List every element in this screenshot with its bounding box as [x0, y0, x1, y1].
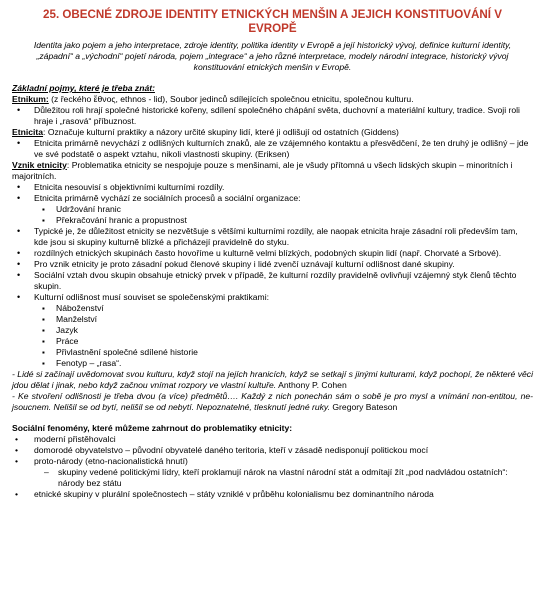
social-list	[12, 434, 533, 467]
vznik-list-2	[12, 226, 533, 303]
vznik-term: Vznik etnicity	[12, 160, 67, 170]
list-item: ▪ Práce	[12, 336, 533, 347]
etnikum-text: (z řeckého ἔθνος, ethnos - lid), Soubor jedinců sdílejících společnou etnicitu, společnou kulturu.	[48, 94, 414, 104]
etnicita-term: Etnicita	[12, 127, 44, 137]
quote-author: Gregory Bateson	[329, 402, 398, 412]
practices-sublist	[12, 303, 533, 369]
list-item: • rozdílných etnických skupinách často hovoříme u kulturně velmi blízkých, podobných skupin lidí (např. Chorvaté a Srbové).	[12, 248, 533, 259]
list-item: ▪ Manželství	[12, 314, 533, 325]
list-item: • Sociální vztah dvou skupin obsahuje etnický prvek v případě, že kulturní rozdíly pravidelně ovlivňují vzájemný styk členů těchto skupin.	[12, 270, 533, 292]
list-item: • Důležitou roli hrají společné historické kořeny, sdílení společného chápání světa, duchovní a materiální kultury, tradice. Svoji roli hraje i „rasová“ příbuznost.	[12, 105, 533, 127]
list-item: ▪ Udržování hranic	[12, 204, 533, 215]
list-item: ▪ Přivlastnění společné sdílené historie	[12, 347, 533, 358]
list-item: ▪ Překračování hranic a propustnost	[12, 215, 533, 226]
social-list-2	[12, 489, 533, 500]
list-item: • etnické skupiny v plurální společnostech – státy vzniklé v průběhu kolonialismu bez dominantního národa	[12, 489, 533, 500]
etnicita-text: : Označuje kulturní praktiky a názory určité skupiny lidí, které ji odlišují od ostatních (Giddens)	[43, 127, 399, 137]
intro-paragraph: Identita jako pojem a jeho interpretace, zdroje identity, politika identity v Evropě a její historický vývoj, definice kulturní identity, „západní“ a „východní“ pojetí národa, pojem „integrace“ a jeho různé interpretace, modely národní integrace, historický vývoj konstituování etnických menšin v Evropě.	[33, 40, 512, 72]
list-item: ▪ Náboženství	[12, 303, 533, 314]
list-item: – skupiny vedené politickými lídry, kteří proklamují nárok na vlastní národní stát a odmítají žít „pod nadvládou ostatních“: národy bez státu	[12, 467, 533, 489]
list-item: • Typické je, že důležitost etnicity se nezvětšuje s většími kulturními rozdíly, ale naopak etnicita hraje zásadní roli především tam, kde jsou si skupiny kulturně blízké a přicházejí pravidelně do styku.	[12, 226, 533, 248]
list-item: • Kulturní odlišnost musí souviset se společenskými praktikami:	[12, 292, 533, 303]
list-item: • domorodé obyvatelstvo – původní obyvatelé daného teritoria, kteří v zásadě nedisponují politickou mocí	[12, 445, 533, 456]
basics-heading: Základní pojmy, které je třeba znát:	[12, 83, 155, 93]
quote-cohen	[12, 369, 533, 391]
quote-bateson	[12, 391, 533, 413]
list-item: • Etnicita nesouvisí s objektivními kulturními rozdíly.	[12, 182, 533, 193]
etnikum-term: Etnikum:	[12, 94, 49, 104]
page-title: 25. OBECNÉ ZDROJE IDENTITY ETNICKÝCH MENŠIN A JEJICH KONSTITUOVÁNÍ V EVROPĚ	[43, 8, 502, 35]
etnikum-list	[12, 105, 533, 127]
list-item: • Etnicita primárně vychází ze sociálních procesů a sociální organizace:	[12, 193, 533, 204]
list-item: • proto-národy (etno-nacionalistická hnutí)	[12, 456, 533, 467]
etnicita-definition	[12, 127, 533, 138]
social-heading: Sociální fenomény, které můžeme zahrnout do problematiky etnicity:	[12, 423, 293, 433]
list-item: • Etnicita primárně nevychází z odlišných kulturních znaků, ale ze vzájemného kontaktu a přesvědčení, že ten druhý je odlišný – jde ve své podstatě o aspekt vztahu, nikoli vlastnosti skupiny. (Eriksen)	[12, 138, 533, 160]
list-item: • moderní přistěhovalci	[12, 434, 533, 445]
vznik-list	[12, 182, 533, 204]
list-item: • Pro vznik etnicity je proto zásadní pokud členové skupiny i lidé zvenčí uznávají kulturní odlišnost dané skupiny.	[12, 259, 533, 270]
vznik-sublist	[12, 204, 533, 226]
quote-text: - Ke stvoření odlišnosti je třeba dvou (a více) předmětů…. Každý z nich ponechán sám o sobě je pro mysl a vnímání non-entitou, ne-jsoucnem. Nelišil se od bytí, nelišil se od nebytí. Nepoznatelné, tlesknutí jedné ruky.	[12, 391, 533, 412]
social-sublist	[12, 467, 533, 489]
list-item: ▪ Fenotyp – „rasa“.	[12, 358, 533, 369]
quote-text: - Lidé si začínají uvědomovat svou kulturu, když stojí na jejích hranicích, když se setkají s jinými kulturami, když pochopí, že některé věci jdou dělat i jinak, nebo když začnou vnímat rozpory ve vlastní kultuře.	[12, 369, 533, 390]
list-item: ▪ Jazyk	[12, 325, 533, 336]
vznik-definition	[12, 160, 533, 182]
etnikum-definition	[12, 94, 533, 105]
quote-author: Anthony P. Cohen	[276, 380, 347, 390]
vznik-text: : Problematika etnicity se nespojuje pouze s menšinami, ale je všudy přítomná u všech lidských skupin – minoritních i majoritních.	[12, 160, 513, 181]
etnicita-list	[12, 138, 533, 160]
